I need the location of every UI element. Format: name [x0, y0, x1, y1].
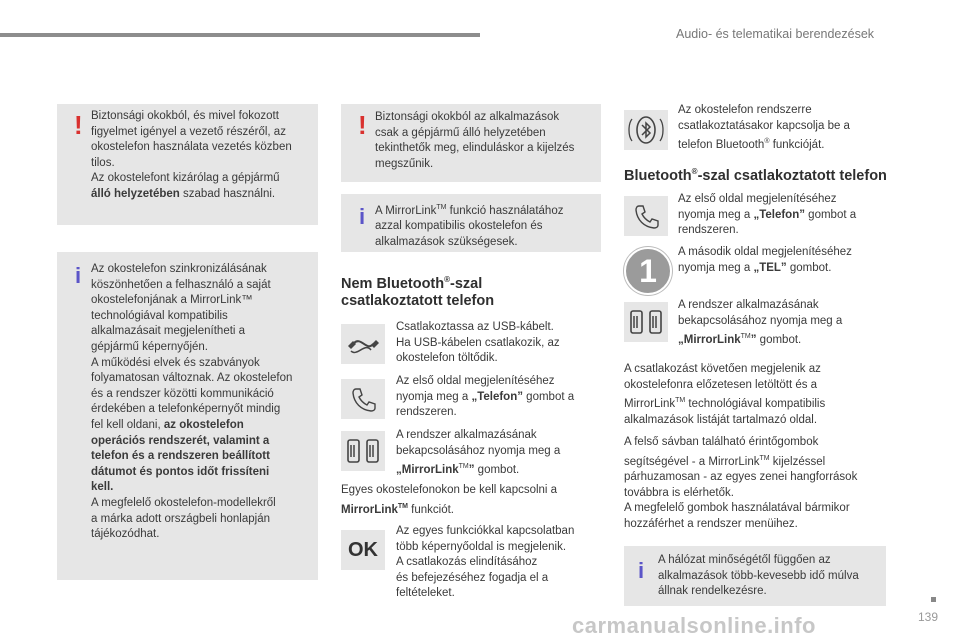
text-line: Ha USB-kábelen csatlakozik, az — [396, 336, 560, 349]
chapter-number-badge: 1 — [624, 247, 672, 295]
bt-tel-step-text — [678, 245, 888, 276]
text-line: alkalmazások több-kevesebb idő múlva — [658, 569, 859, 582]
text-line — [678, 261, 888, 277]
mirrorlink-step-text — [396, 428, 601, 479]
bold-text: ” — [468, 464, 475, 477]
text-span: kijelzéssel — [769, 455, 826, 468]
text-line: csatlakoztatásakor kapcsolja be a — [678, 119, 850, 132]
bluetooth-icon — [624, 110, 668, 150]
text-line: tekinthetők meg, elinduláskor a kijelzés — [375, 142, 575, 155]
text-line: tájékozódhat. — [91, 528, 160, 541]
text-line: A második oldal megjelenítéséhez — [678, 246, 852, 258]
text-line: A megfelelő gombok használatával bármikor — [624, 502, 850, 515]
text-line: és befejezéséhez fogadja el a — [396, 571, 549, 584]
text-line: párhuzamosan - az egyes zenei hangforrások — [624, 471, 858, 484]
text-line: Az első oldal megjelenítéséhez — [396, 375, 555, 387]
text-line: Egyes okostelefonokon be kell kapcsolni a — [341, 484, 558, 496]
info-icon: i — [359, 204, 366, 229]
bold-text: operációs rendszerét, valamint a — [91, 434, 270, 447]
text-line — [678, 329, 888, 348]
text-line: okostelefonjának a MirrorLink™ — [91, 294, 253, 307]
bt-telefon-step-text — [678, 192, 888, 239]
text-span: fel kell oldani, — [91, 418, 164, 431]
text-line: Az első oldal megjelenítéséhez — [678, 193, 837, 205]
text-line: rendszeren. — [678, 224, 739, 237]
text-line: tilos. — [91, 156, 115, 169]
right-info-text — [658, 553, 884, 600]
superscript: ® — [691, 167, 698, 176]
text-line: A megfelelő okostelefon-modellekről — [91, 496, 276, 509]
left-warning-text — [91, 109, 316, 203]
section-heading-non-bluetooth — [341, 271, 494, 310]
text-line — [624, 451, 886, 470]
middle-warning-text — [375, 110, 599, 172]
text-span: gombot. — [786, 261, 832, 274]
text-line — [91, 418, 316, 434]
right-info-box — [624, 546, 886, 606]
connection-paragraph — [624, 362, 886, 428]
ok-step-text — [396, 524, 601, 602]
heading-line — [341, 271, 494, 293]
touch-buttons-paragraph — [624, 435, 886, 532]
text-span: gombot. — [474, 464, 520, 477]
mirrorlink-note — [341, 483, 601, 518]
text-span: -szal — [450, 275, 483, 292]
heading-line: csatlakoztatott telefon — [341, 292, 495, 309]
text-line: köszönhetően a felhasználó a saját — [91, 278, 271, 291]
text-line — [91, 434, 316, 450]
bold-text: álló helyzetében — [91, 187, 180, 200]
ok-icon: OK — [341, 530, 385, 570]
middle-warning-box — [341, 104, 601, 182]
usb-step-text — [396, 320, 601, 367]
section-heading-bluetooth — [624, 163, 887, 185]
superscript: TM — [458, 463, 469, 471]
text-line: azzal kompatibilis okostelefon és — [375, 220, 543, 233]
text-span: gombot a — [522, 390, 575, 403]
text-line: folyamatosan változnak. Az okostelefon — [91, 372, 293, 385]
text-line — [678, 208, 888, 224]
text-line: érdekében a telefonképernyőt mindig — [91, 403, 281, 416]
page-number: 139 — [918, 610, 939, 624]
text-span: -szal csatlakoztatott telefon — [697, 167, 887, 184]
text-span: Nem Bluetooth — [341, 275, 445, 292]
phone-handset-icon — [341, 379, 385, 419]
text-line: gépjármű képernyőjén. — [91, 340, 208, 353]
text-line: A rendszer alkalmazásának — [396, 429, 537, 441]
superscript: ® — [764, 138, 770, 146]
bluetooth-intro-text — [678, 103, 888, 154]
text-line: A csatlakozás elindításához — [396, 556, 538, 569]
bold-text: MirrorLink — [341, 503, 398, 516]
text-line: hozzáférhet a rendszer menüihez. — [624, 517, 798, 530]
text-line: alkalmazások szükségesek. — [375, 236, 518, 249]
text-span: nyomja meg a — [678, 261, 754, 274]
text-line: megszűnik. — [375, 157, 434, 170]
left-info-box — [57, 252, 318, 580]
text-line: okostelefonra előzetesen letöltött és a — [624, 378, 818, 391]
bold-text: az okostelefon — [163, 418, 244, 431]
superscript: ® — [444, 275, 451, 284]
mirrorlink-icon — [624, 302, 668, 342]
phone-step-text — [396, 374, 601, 421]
mirrorlink-icon — [341, 431, 385, 471]
text-span: nyomja meg a — [678, 208, 754, 221]
watermark: carmanualsonline.info — [572, 613, 816, 638]
text-span: szabad használni. — [179, 187, 276, 200]
text-span: MirrorLink — [624, 398, 676, 411]
text-line: a márka adott országbeli honlapján — [91, 512, 271, 525]
bold-text: ” — [750, 334, 757, 347]
text-line — [91, 465, 316, 481]
text-line: állnak rendelkezésre. — [658, 585, 767, 598]
text-span: segítségével - a MirrorLink — [624, 455, 760, 468]
text-line: okostelefon használata vezetés közben — [91, 141, 292, 154]
bold-text: „Telefon” — [471, 390, 523, 403]
text-line: A működési elvek és szabványok — [91, 356, 260, 369]
text-line — [624, 393, 886, 412]
text-line: és a rendszer közötti kommunikáció — [91, 387, 274, 400]
text-span: gombot. — [756, 334, 802, 347]
bold-text: „MirrorLink — [678, 334, 741, 347]
text-line: alkalmazásait megjelenítheti a — [91, 325, 246, 338]
text-line — [341, 499, 601, 518]
bt-mirrorlink-step-text — [678, 298, 888, 349]
info-icon: i — [638, 558, 645, 583]
text-line — [91, 449, 316, 465]
text-line: A rendszer alkalmazásának — [678, 299, 819, 311]
text-line: rendszeren. — [396, 406, 457, 419]
text-line: alkalmazások listáját tartalmazó oldal. — [624, 413, 818, 426]
text-line: A csatlakozást követően megjelenik az — [624, 363, 821, 375]
top-rule — [0, 33, 480, 37]
middle-info-box — [341, 194, 601, 252]
superscript: TM — [436, 204, 447, 211]
text-span: gombot a — [804, 208, 857, 221]
bold-text: telefon és a rendszeren beállított — [91, 450, 270, 463]
superscript: TM — [397, 502, 408, 510]
text-line: okostelefon töltődik. — [396, 352, 498, 365]
left-info-text — [91, 262, 316, 543]
phone-handset-icon — [624, 196, 668, 236]
page-header-title: Audio- és telematikai berendezések — [676, 27, 875, 41]
text-line — [396, 459, 601, 478]
superscript: TM — [740, 333, 751, 341]
bold-text: dátumot és pontos időt frissíteni — [91, 465, 270, 478]
text-span: funkció használatához — [446, 204, 564, 217]
text-line: Az okostelefon szinkronizálásának — [91, 263, 267, 275]
text-line: több képernyőoldal is megjelenik. — [396, 540, 567, 553]
text-span: funkcióját. — [769, 139, 825, 152]
info-icon: i — [75, 263, 82, 288]
text-line: feltételeket. — [396, 587, 455, 600]
text-span: nyomja meg a — [396, 390, 472, 403]
text-line — [375, 200, 599, 219]
text-span: A MirrorLink — [375, 204, 437, 217]
text-line: Biztonsági okokból, és mivel fokozott — [91, 110, 279, 122]
page-marker — [931, 597, 936, 602]
text-line: bekapcsolásához nyomja meg a — [396, 444, 561, 457]
text-line — [91, 480, 316, 496]
text-span: technológiával kompatibilis — [685, 398, 826, 411]
text-span: telefon Bluetooth — [678, 139, 765, 152]
text-line: Csatlakoztassa az USB-kábelt. — [396, 321, 554, 333]
text-line: Az egyes funkciókkal kapcsolatban — [396, 525, 575, 537]
warning-icon: ! — [74, 110, 83, 140]
text-span: Bluetooth — [624, 167, 692, 184]
bold-text: „MirrorLink — [396, 464, 459, 477]
text-line — [678, 134, 888, 153]
left-warning-box — [57, 104, 318, 225]
text-line — [91, 187, 316, 203]
text-line: A hálózat minőségétől függően az — [658, 554, 831, 566]
text-line: bekapcsolásához nyomja meg a — [678, 314, 843, 327]
superscript: TM — [675, 397, 686, 405]
text-line: Az okostelefon rendszerre — [678, 104, 812, 116]
warning-icon: ! — [358, 110, 367, 140]
text-line: továbbra is elérhetők. — [624, 486, 734, 499]
text-line — [396, 390, 601, 406]
text-line: figyelmet igényel a vezető részéről, az — [91, 125, 286, 138]
superscript: TM — [759, 454, 770, 462]
text-line: A felső sávban található érintőgombok — [624, 436, 819, 448]
usb-cable-icon — [341, 324, 385, 364]
text-line: Az okostelefont kizárólag a gépjármű — [91, 172, 280, 185]
text-line: csak a gépjármű álló helyzetében — [375, 126, 546, 139]
text-line: Biztonsági okokból az alkalmazások — [375, 111, 560, 123]
text-line: technológiával kompatibilis — [91, 309, 228, 322]
bold-text: „TEL” — [753, 261, 787, 274]
text-span: funkciót. — [407, 503, 455, 516]
bold-text: „Telefon” — [753, 208, 805, 221]
bold-text: kell. — [91, 481, 114, 494]
middle-info-text — [375, 200, 599, 251]
